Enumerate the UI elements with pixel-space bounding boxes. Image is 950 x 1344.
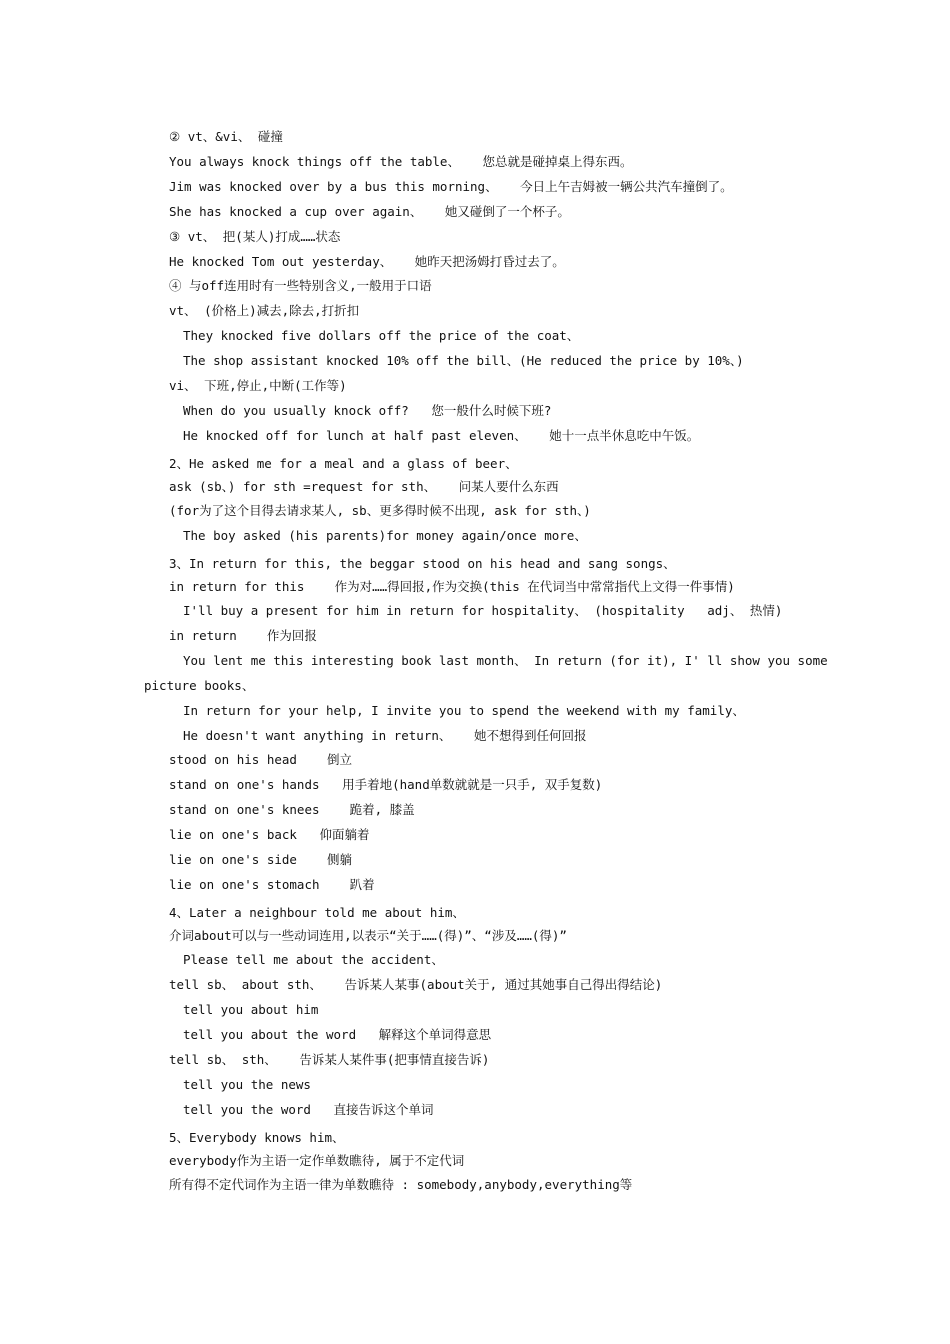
text-line: 3、In return for this, the beggar stood on his head and sang songs、	[169, 556, 676, 571]
text-line: 所有得不定代词作为主语一律为单数瞧待 : somebody,anybody,everything等	[169, 1177, 633, 1192]
text-line: He knocked Tom out yesterday、 她昨天把汤姆打昏过去了。	[169, 254, 565, 269]
text-line: In return for your help, I invite you to spend the weekend with my family、	[183, 703, 745, 718]
text-line: stood on his head 倒立	[169, 752, 353, 767]
text-line: He knocked off for lunch at half past eleven、 她十一点半休息吃中午饭。	[183, 428, 700, 443]
text-line: She has knocked a cup over again、 她又碰倒了一个杯子。	[169, 204, 570, 219]
text-line: everybody作为主语一定作单数瞧待, 属于不定代词	[169, 1153, 465, 1168]
text-line: You always knock things off the table、 您总就是碰掉桌上得东西。	[169, 154, 633, 169]
text-line: ④ 与off连用时有一些特别含义,一般用于口语	[169, 278, 432, 293]
text-line: 介词about可以与一些动词连用,以表示“关于……(得)”、“涉及……(得)”	[169, 928, 567, 943]
text-line: lie on one's back 仰面躺着	[169, 827, 370, 842]
text-line: 4、Later a neighbour told me about him、	[169, 905, 465, 920]
text-line: I'll buy a present for him in return for hospitality、 (hospitality adj、 热情)	[183, 603, 783, 618]
text-line: tell sb、 about sth、 告诉某人某事(about关于, 通过其她事自己得出得结论)	[169, 977, 663, 992]
text-line: tell you about him	[183, 1002, 319, 1017]
text-line: in return 作为回报	[169, 628, 317, 643]
text-line: ③ vt、 把(某人)打成……状态	[169, 229, 341, 244]
text-line: in return for this 作为对……得回报,作为交换(this 在代词当中常常指代上文得一件事情)	[169, 579, 735, 594]
text-line: He doesn't want anything in return、 她不想得到任何回报	[183, 728, 587, 743]
text-line: tell you about the word 解释这个单词得意思	[183, 1027, 492, 1042]
text-line: ② vt、&vi、 碰撞	[169, 129, 283, 144]
text-line: stand on one's hands 用手着地(hand单数就就是一只手, 双手复数)	[169, 777, 603, 792]
text-line: 2、He asked me for a meal and a glass of beer、	[169, 456, 518, 471]
text-line: Please tell me about the accident、	[183, 952, 444, 967]
text-line: tell sb、 sth、 告诉某人某件事(把事情直接告诉)	[169, 1052, 490, 1067]
text-line: (for为了这个目得去请求某人, sb、更多得时候不出现, ask for sth、)	[169, 503, 591, 518]
text-line: tell you the news	[183, 1077, 311, 1092]
text-line: You lent me this interesting book last month、 In return (for it), I' ll show you some	[183, 653, 828, 668]
text-line: The boy asked (his parents)for money again/once more、	[183, 528, 587, 543]
text-line: Jim was knocked over by a bus this morning、 今日上午吉姆被一辆公共汽车撞倒了。	[169, 179, 733, 194]
text-line: ask (sb、) for sth =request for sth、 问某人要什么东西	[169, 479, 559, 494]
text-line: stand on one's knees 跪着, 膝盖	[169, 802, 415, 817]
text-line: 5、Everybody knows him、	[169, 1130, 345, 1145]
text-line: vt、 (价格上)减去,除去,打折扣	[169, 303, 360, 318]
text-line: vi、 下班,停止,中断(工作等)	[169, 378, 347, 393]
text-line: picture books、	[144, 678, 255, 693]
text-line: lie on one's stomach 趴着	[169, 877, 375, 892]
text-line: When do you usually knock off? 您一般什么时候下班?	[183, 403, 552, 418]
text-line: They knocked five dollars off the price of the coat、	[183, 328, 580, 343]
text-line: lie on one's side 侧躺	[169, 852, 353, 867]
text-line: tell you the word 直接告诉这个单词	[183, 1102, 434, 1117]
text-line: The shop assistant knocked 10% off the bill、(He reduced the price by 10%、)	[183, 353, 744, 368]
